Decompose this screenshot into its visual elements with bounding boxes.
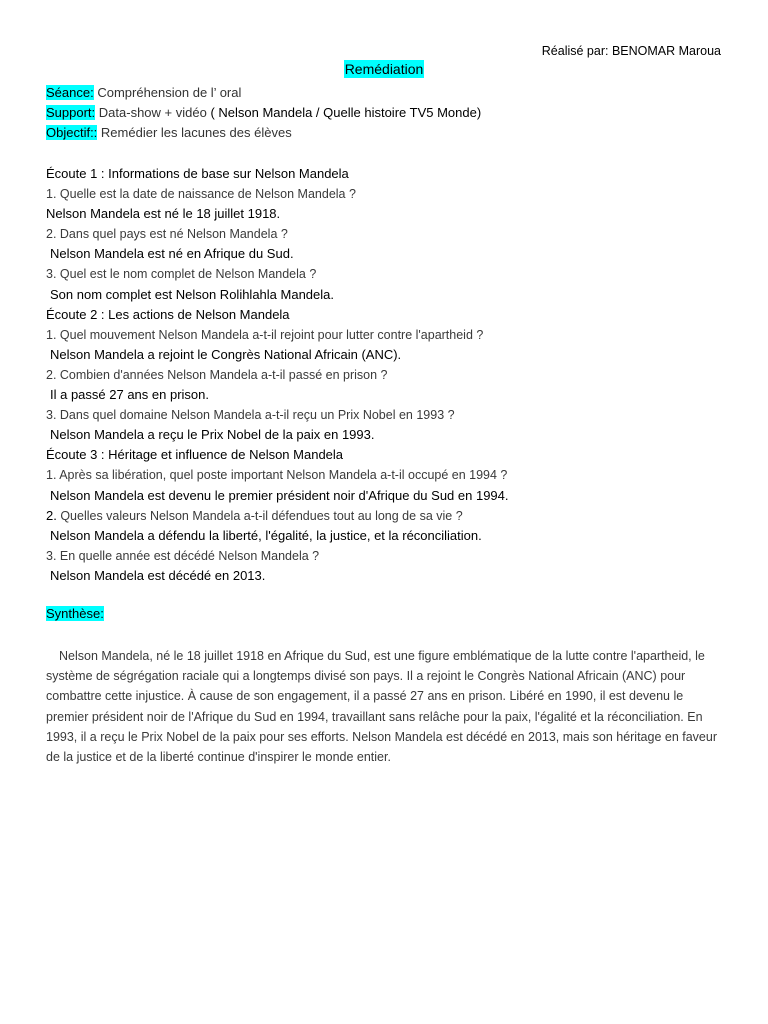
seance-label: Séance: bbox=[46, 85, 94, 100]
synthese-label: Synthèse: bbox=[46, 606, 104, 621]
objectif-label: Objectif:: bbox=[46, 125, 98, 140]
seance-value: Compréhension de l’ oral bbox=[97, 85, 242, 100]
question-number: 2. bbox=[46, 507, 57, 523]
answer: Nelson Mandela est né le 18 juillet 1918. bbox=[46, 206, 281, 222]
question bbox=[46, 506, 736, 526]
page-title: Remédiation bbox=[344, 61, 424, 77]
objectif-value: Remédier les lacunes des élèves bbox=[100, 125, 292, 140]
question: 3. En quelle année est décédé Nelson Mandela ? bbox=[46, 548, 320, 563]
answer: Il a passé 27 ans en prison. bbox=[50, 387, 209, 403]
question: 1. Quelle est la date de naissance de Nelson Mandela ? bbox=[46, 187, 356, 202]
author-line: Réalisé par: BENOMAR Maroua bbox=[541, 44, 721, 58]
support-label: Support: bbox=[46, 105, 96, 120]
support-value: ( Nelson Mandela / Quelle histoire TV5 Monde) bbox=[210, 105, 482, 120]
answer: Son nom complet est Nelson Rolihlahla Mandela. bbox=[50, 286, 334, 302]
section-title: Écoute 3 : Héritage et influence de Nelson Mandela bbox=[46, 447, 344, 463]
section-title: Écoute 1 : Informations de base sur Nelson Mandela bbox=[46, 166, 349, 181]
answer: Nelson Mandela a défendu la liberté, l'égalité, la justice, et la réconciliation. bbox=[50, 527, 482, 543]
question: 2. Combien d'années Nelson Mandela a-t-il passé en prison ? bbox=[46, 367, 388, 382]
questions-block bbox=[46, 164, 736, 586]
question: 3. Quel est le nom complet de Nelson Mandela ? bbox=[46, 267, 317, 282]
section-title: Écoute 2 : Les actions de Nelson Mandela bbox=[46, 306, 290, 322]
support-line bbox=[46, 105, 481, 120]
question: 1. Après sa libération, quel poste important Nelson Mandela a-t-il occupé en 1994 ? bbox=[46, 468, 508, 483]
seance-line bbox=[46, 85, 241, 100]
synthese-label-line bbox=[46, 606, 104, 621]
question: 1. Quel mouvement Nelson Mandela a-t-il rejoint pour lutter contre l'apartheid ? bbox=[46, 327, 484, 342]
synthese-paragraph: Nelson Mandela, né le 18 juillet 1918 en Afrique du Sud, est une figure emblématique de la lutte contre l'apartheid, le système de ségrégation raciale qui a longtemps divisé son pays. Il a rejoint le Congrès National Africain (ANC) pour combattre cette injustice. À cause de son engagement, il a passé 27 ans en prison. Libéré en 1990, il est devenu le premier président noir de l'Afrique du Sud en 1994, travaillant sans relâche pour la paix, l'égalité et la réconciliation. En 1993, il a reçu le Prix Nobel de la paix pour ses efforts. Nelson Mandela est décédé en 2013, mais son héritage en faveur de la justice et de la liberté continue d'inspirer le monde entier. bbox=[46, 649, 718, 765]
question-text: Quelles valeurs Nelson Mandela a-t-il défendues tout au long de sa vie ? bbox=[56, 508, 463, 523]
answer: Nelson Mandela a reçu le Prix Nobel de la paix en 1993. bbox=[50, 427, 375, 443]
answer: Nelson Mandela est décédé en 2013. bbox=[50, 567, 266, 583]
answer: Nelson Mandela est né en Afrique du Sud. bbox=[50, 246, 294, 262]
question: 3. Dans quel domaine Nelson Mandela a-t-il reçu un Prix Nobel en 1993 ? bbox=[46, 408, 455, 423]
support-value-light: Data-show + vidéo bbox=[98, 105, 207, 120]
answer: Nelson Mandela a rejoint le Congrès National Africain (ANC). bbox=[50, 346, 402, 362]
answer: Nelson Mandela est devenu le premier président noir d'Afrique du Sud en 1994. bbox=[50, 487, 509, 503]
objectif-line bbox=[46, 125, 292, 140]
question: 2. Dans quel pays est né Nelson Mandela ? bbox=[46, 227, 288, 242]
title-wrap bbox=[0, 61, 768, 79]
